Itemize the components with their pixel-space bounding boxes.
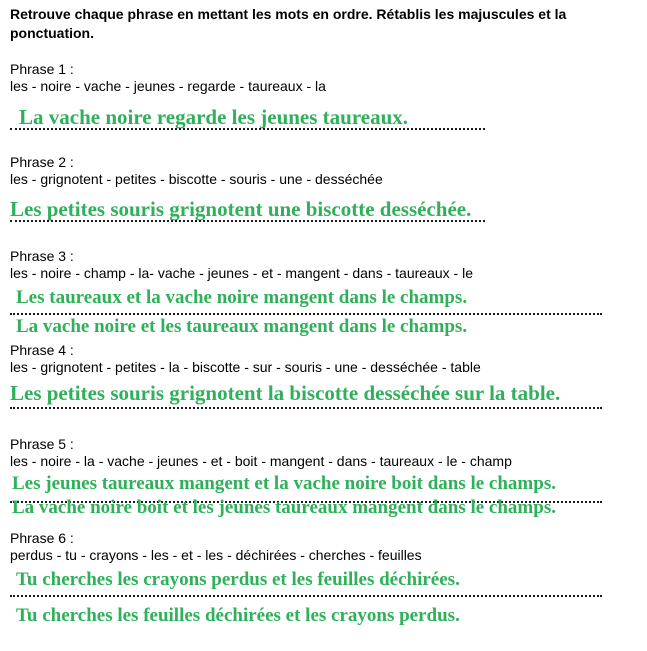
phrase-3-answer-1: Les taureaux et la vache noire mangent dans le champs.	[16, 287, 468, 308]
phrase-2-dotted-line	[10, 220, 485, 222]
phrase-3-answer-2: La vache noire et les taureaux mangent dans le champs.	[16, 316, 468, 337]
phrase-4-dotted-line	[10, 407, 602, 409]
phrase-5-answer-1: Les jeunes taureaux mangent et la vache noire boit dans le champs.	[12, 473, 556, 494]
phrase-1-label: Phrase 1 :	[10, 61, 74, 77]
phrase-1-dotted-line	[10, 128, 485, 130]
phrase-1-words: les - noire - vache - jeunes - regarde - taureaux - la	[10, 78, 326, 94]
phrase-6-words: perdus - tu - crayons - les - et - les - déchirées - cherches - feuilles	[10, 547, 422, 563]
phrase-5-answer-2: La vache noire boit et les jeunes taureaux mangent dans le champs.	[12, 497, 556, 518]
phrase-4-answer: Les petites souris grignotent la biscotte desséchée sur la table.	[10, 381, 561, 405]
phrase-5-words: les - noire - la - vache - jeunes - et - boit - mangent - dans - taureaux - le - champ	[10, 453, 512, 469]
phrase-2-answer: Les petites souris grignotent une biscotte desséchée.	[10, 197, 472, 221]
phrase-3-dotted-line	[10, 313, 602, 315]
phrase-6-answer-2: Tu cherches les feuilles déchirées et les crayons perdus.	[16, 605, 460, 626]
phrase-2-label: Phrase 2 :	[10, 154, 74, 170]
phrase-2-words: les - grignotent - petites - biscotte - souris - une - desséchée	[10, 171, 383, 187]
phrase-3-label: Phrase 3 :	[10, 248, 74, 264]
phrase-4-label: Phrase 4 :	[10, 342, 74, 358]
phrase-6-dotted-line	[10, 595, 602, 597]
phrase-4-words: les - grignotent - petites - la - biscotte - sur - souris - une - desséchée - table	[10, 359, 481, 375]
phrase-1-answer: La vache noire regarde les jeunes taureaux.	[19, 105, 409, 129]
phrase-3-words: les - noire - champ - la- vache - jeunes - et - mangent - dans - taureaux - le	[10, 265, 473, 281]
phrase-6-label: Phrase 6 :	[10, 530, 74, 546]
phrase-5-label: Phrase 5 :	[10, 436, 74, 452]
instruction: Retrouve chaque phrase en mettant les mots en ordre. Rétablis les majuscules et la ponctuation.	[10, 6, 567, 41]
phrase-6-answer-1: Tu cherches les crayons perdus et les feuilles déchirées.	[16, 569, 460, 590]
